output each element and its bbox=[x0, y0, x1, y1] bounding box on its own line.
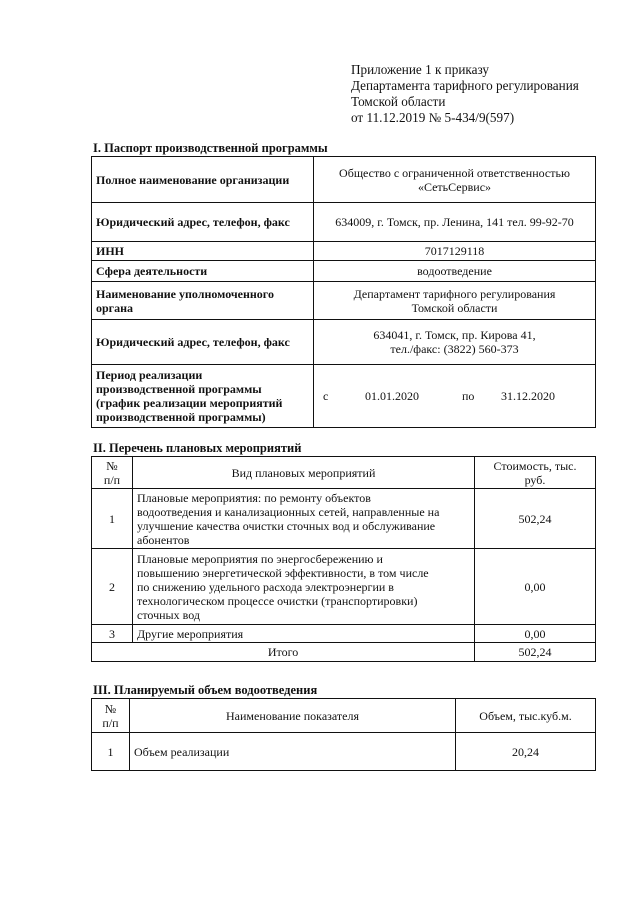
table-row bbox=[92, 489, 596, 549]
value-org-name-line-2: «СетьСервис» bbox=[417, 179, 492, 194]
value-authority-address-line-1: 634041, г. Томск, пр. Кирова 41, bbox=[373, 328, 536, 342]
section-2-title: II. Перечень плановых мероприятий bbox=[93, 441, 302, 455]
table-total-row bbox=[92, 643, 596, 662]
label-period-line-1: Период реализации bbox=[96, 368, 203, 382]
row-activity-line: повышению энергетической эффективности, в том числе bbox=[137, 565, 429, 580]
value-authority-address-line-2: тел./факс: (3822) 560-373 bbox=[390, 342, 519, 356]
appendix-line-1: Приложение 1 к приказу bbox=[351, 62, 489, 77]
col-header-cost-line-2: руб. bbox=[524, 472, 546, 487]
row-activity bbox=[133, 489, 475, 549]
label-period-line-4: производственной программы) bbox=[96, 410, 266, 424]
col-header-cost-line-1: Стоимость, тыс. bbox=[493, 458, 577, 473]
row-num: 3 bbox=[92, 625, 133, 643]
table-row bbox=[92, 242, 596, 261]
total-value: 502,24 bbox=[475, 643, 596, 662]
label-authority-line-2: органа bbox=[96, 300, 134, 315]
row-activity-line: абонентов bbox=[137, 532, 190, 547]
period-from-date: 01.01.2020 bbox=[365, 389, 419, 403]
section-3-title: III. Планируемый объем водоотведения bbox=[93, 683, 318, 697]
value-authority bbox=[314, 282, 596, 320]
table-row bbox=[92, 625, 596, 643]
row-cost: 0,00 bbox=[475, 549, 596, 625]
value-authority-address bbox=[314, 320, 596, 365]
period-to-word: по bbox=[462, 389, 475, 403]
appendix-header bbox=[351, 62, 579, 126]
label-period bbox=[92, 365, 314, 428]
row-activity: Другие мероприятия bbox=[133, 625, 475, 643]
row-activity-line: Плановые мероприятия: по ремонту объектов bbox=[137, 490, 371, 505]
label-authority-address: Юридический адрес, телефон, факс bbox=[92, 320, 314, 365]
passport-table bbox=[91, 156, 596, 428]
table-header-row bbox=[92, 699, 596, 733]
table-row bbox=[92, 733, 596, 771]
value-authority-line-1: Департамент тарифного регулирования bbox=[353, 286, 556, 301]
col-header-volume: Объем, тыс.куб.м. bbox=[456, 699, 596, 733]
value-inn: 7017129118 bbox=[314, 242, 596, 261]
row-indicator: Объем реализации bbox=[130, 733, 456, 771]
label-org-name: Полное наименование организации bbox=[92, 157, 314, 203]
col-header-activity: Вид плановых мероприятий bbox=[133, 457, 475, 489]
row-activity-line: сточных вод bbox=[137, 607, 200, 622]
row-activity-line: технологическом процессе очистки (транспортировки) bbox=[137, 593, 418, 608]
period-to-date: 31.12.2020 bbox=[501, 389, 555, 403]
table-header-row bbox=[92, 457, 596, 489]
value-org-name bbox=[314, 157, 596, 203]
table-row bbox=[92, 365, 596, 428]
row-cost: 0,00 bbox=[475, 625, 596, 643]
value-authority-line-2: Томской области bbox=[411, 300, 498, 315]
label-inn: ИНН bbox=[92, 242, 314, 261]
col-header-num bbox=[92, 457, 133, 489]
row-volume: 20,24 bbox=[456, 733, 596, 771]
table-row bbox=[92, 282, 596, 320]
section-1-title: I. Паспорт производственной программы bbox=[93, 141, 328, 155]
value-org-name-line-1: Общество с ограниченной ответственностью bbox=[339, 165, 570, 180]
row-activity bbox=[133, 549, 475, 625]
col-header-num-line-2: п/п bbox=[102, 715, 119, 730]
appendix-line-2: Департамента тарифного регулирования bbox=[351, 78, 579, 93]
row-num: 1 bbox=[92, 489, 133, 549]
row-num: 1 bbox=[92, 733, 130, 771]
col-header-num-line-1: № bbox=[106, 458, 118, 473]
col-header-num-line-2: п/п bbox=[103, 472, 121, 487]
row-activity-line: улучшение качества очистки сточных вод и обслуживание bbox=[137, 518, 436, 533]
row-cost: 502,24 bbox=[475, 489, 596, 549]
table-row bbox=[92, 549, 596, 625]
appendix-line-3: Томской области bbox=[351, 94, 446, 109]
table-row bbox=[92, 157, 596, 203]
label-period-line-3: (график реализации мероприятий bbox=[96, 396, 283, 410]
col-header-indicator: Наименование показателя bbox=[130, 699, 456, 733]
table-row bbox=[92, 261, 596, 282]
col-header-cost bbox=[475, 457, 596, 489]
period-from-word: с bbox=[323, 389, 329, 403]
row-num: 2 bbox=[92, 549, 133, 625]
value-org-address: 634009, г. Томск, пр. Ленина, 141 тел. 99-92-70 bbox=[314, 203, 596, 242]
label-authority-line-1: Наименование уполномоченного bbox=[96, 286, 274, 301]
appendix-line-4: от 11.12.2019 № 5-434/9(597) bbox=[351, 110, 515, 125]
volume-table bbox=[91, 698, 596, 771]
label-period-line-2: производственной программы bbox=[96, 382, 262, 396]
total-label: Итого bbox=[92, 643, 475, 662]
value-period bbox=[314, 365, 596, 428]
row-activity-line: водоотведения и канализационных сетей, направленные на bbox=[137, 504, 440, 519]
col-header-num-line-1: № bbox=[104, 701, 117, 716]
col-header-num bbox=[92, 699, 130, 733]
label-activity-sphere: Сфера деятельности bbox=[92, 261, 314, 282]
label-authority bbox=[92, 282, 314, 320]
label-org-address: Юридический адрес, телефон, факс bbox=[92, 203, 314, 242]
value-activity-sphere: водоотведение bbox=[314, 261, 596, 282]
activities-table bbox=[91, 456, 596, 662]
row-activity-line: Плановые мероприятия по энергосбережению и bbox=[137, 551, 383, 566]
table-row bbox=[92, 203, 596, 242]
row-activity-line: по снижению удельного расхода электроэнергии в bbox=[137, 579, 394, 594]
table-row bbox=[92, 320, 596, 365]
